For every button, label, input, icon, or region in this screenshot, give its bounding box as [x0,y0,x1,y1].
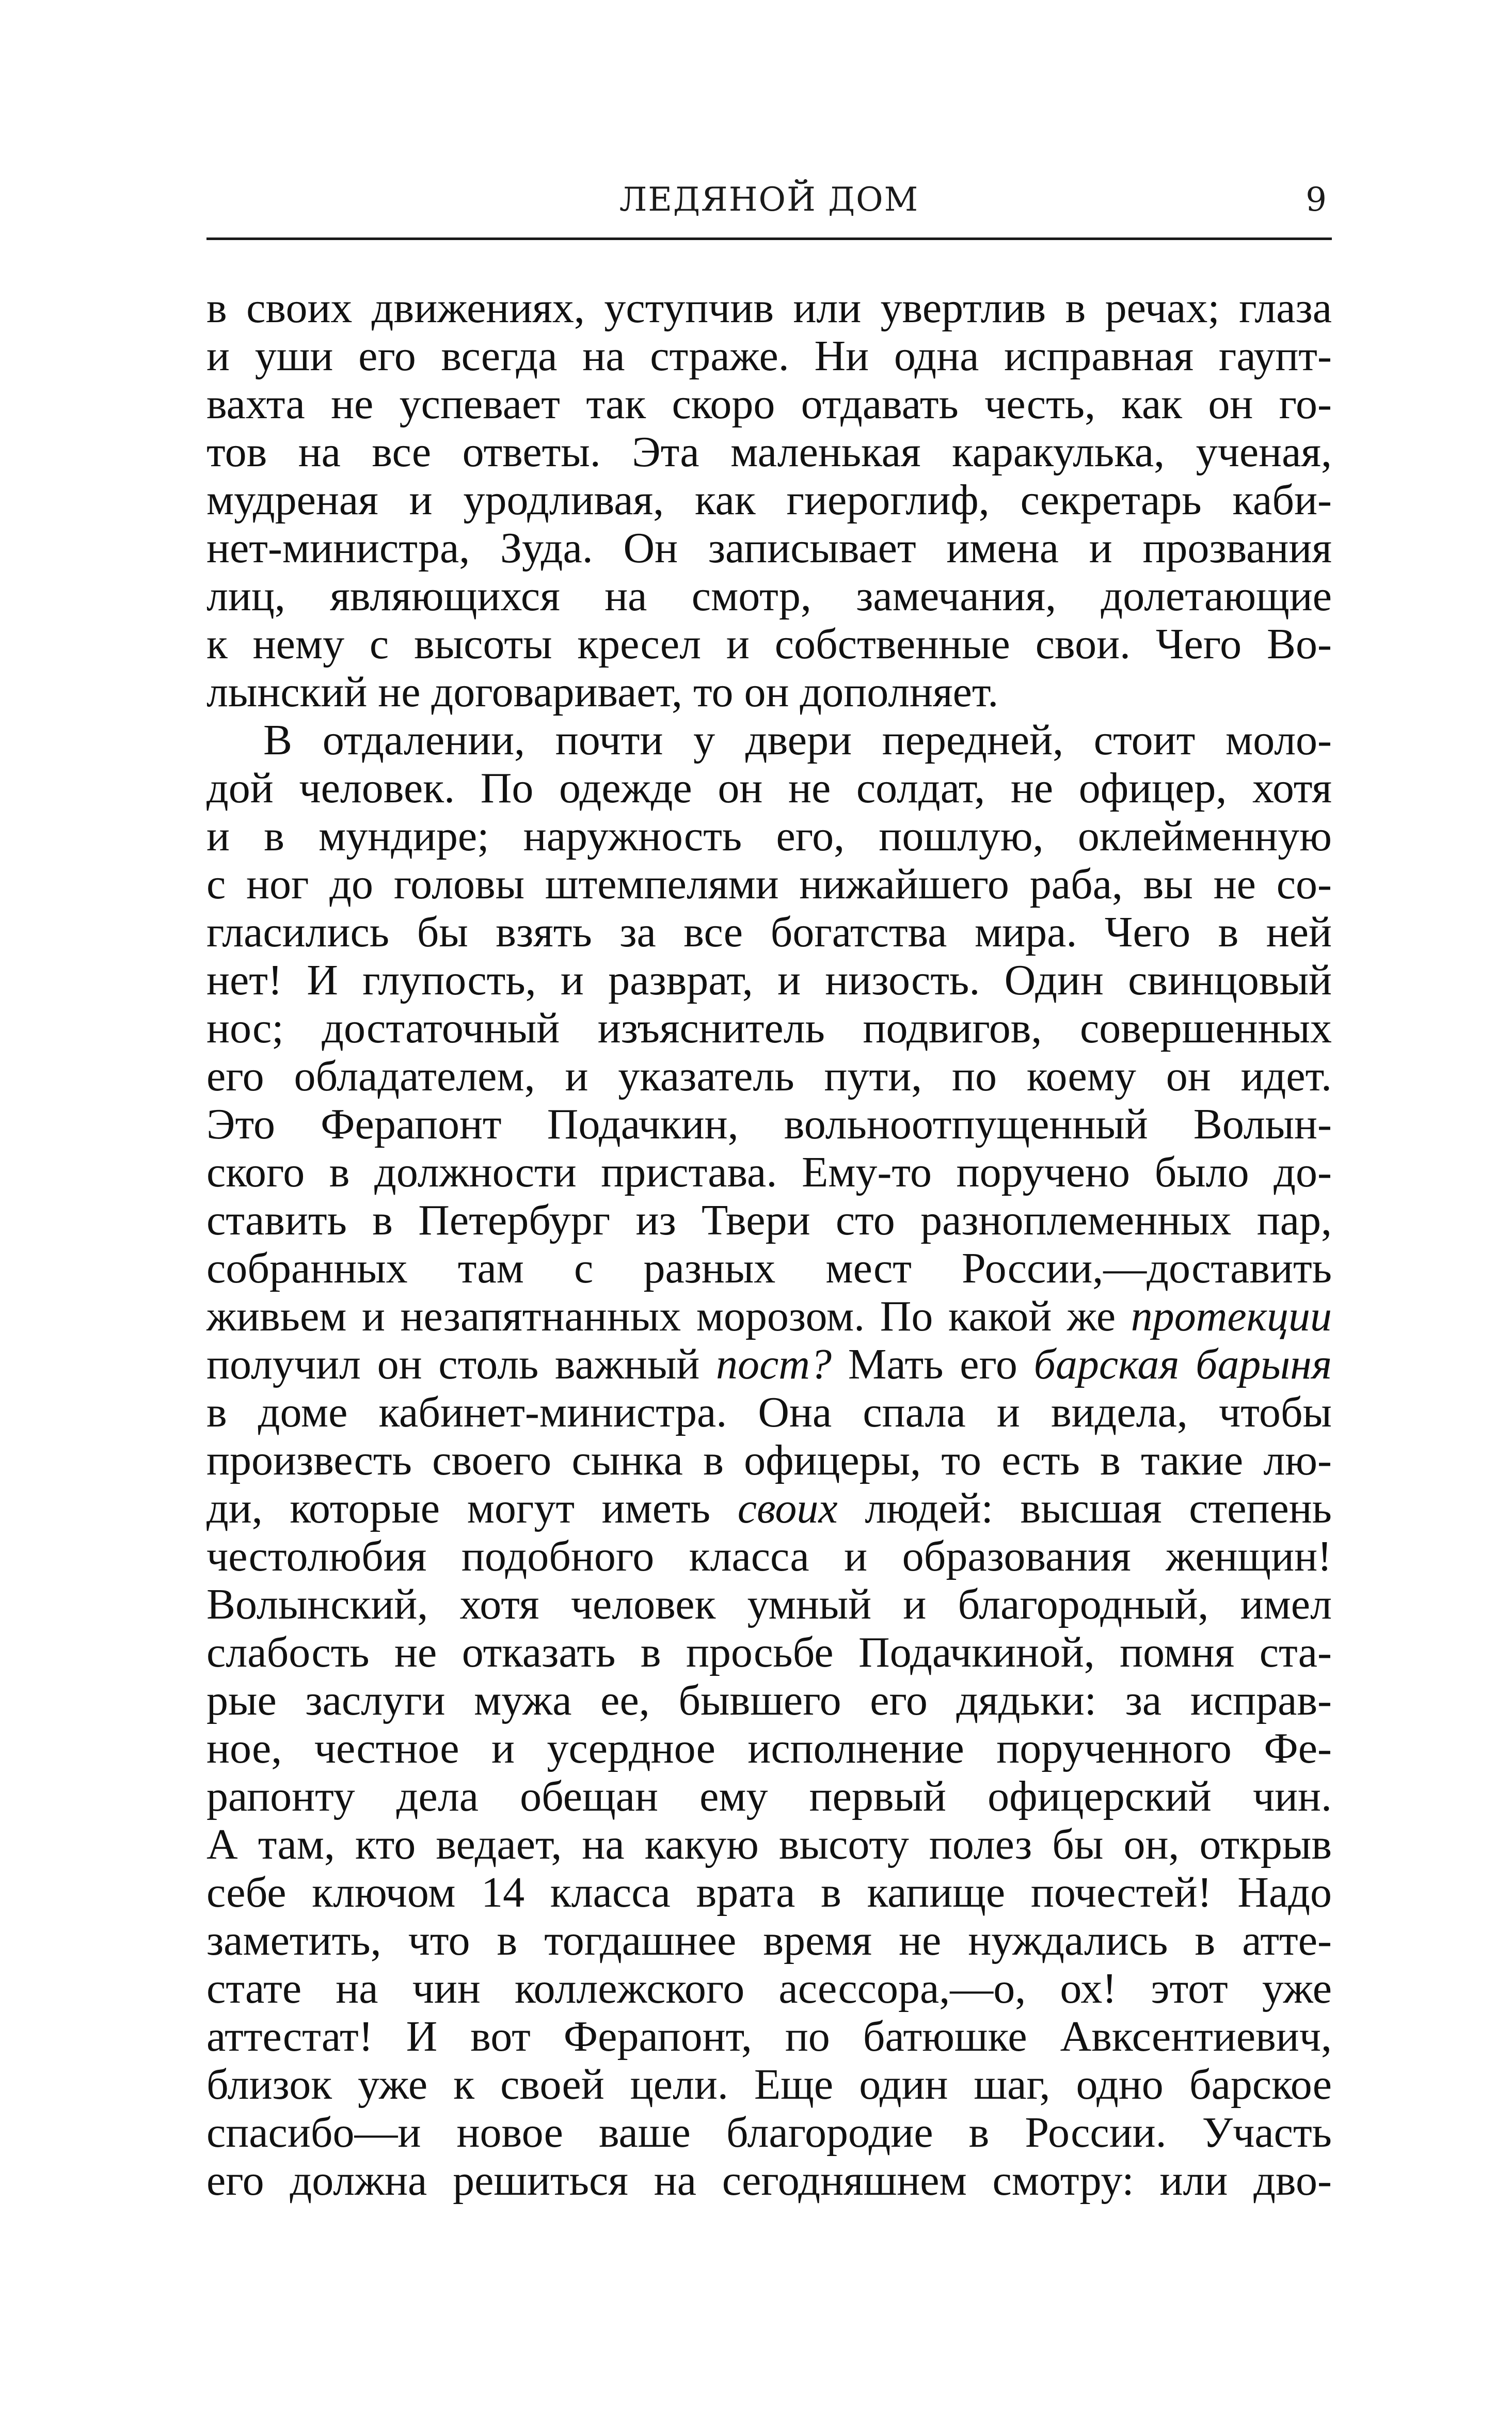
text-line: лынский не договаривает, то он дополняет. [206,668,999,716]
paragraph [206,716,1332,2205]
text-line: заметить, что в тогдашнее время не нуждались в атте- [206,1916,1332,1964]
text-line [206,1484,1332,1532]
text-line: спасибо—и новое ваше благородие в России. Участь [206,2109,1332,2157]
page-number: 9 [1306,181,1327,219]
text-line: близок уже к своей цели. Еще один шаг, одно барское [206,2061,1332,2109]
text-line: нет! И глупость, и разврат, и низость. Один свинцовый [206,956,1332,1004]
text-line: ставить в Петербург из Твери сто разноплеменных пар, [206,1196,1332,1244]
text-line: и в мундире; наружность его, пошлую, оклейменную [206,812,1332,860]
text-line: мудреная и уродливая, как гиероглиф, секретарь каби- [206,476,1332,524]
text-span: ди, которые могут иметь [206,1484,738,1532]
text-line: ное, честное и усердное исполнение порученного Фе- [206,1724,1332,1772]
text-span: Мать его [831,1340,1034,1388]
page-header [206,181,1332,240]
text-line: в своих движениях, уступчив или увертлив в речах; глаза [206,284,1332,332]
text-line: себе ключом 14 класса врата в капище почестей! Надо [206,1868,1332,1916]
italic-word: своих [737,1484,838,1532]
text-line: рые заслуги мужа ее, бывшего его дядьки: за исправ- [206,1676,1332,1724]
text-line: тов на все ответы. Эта маленькая каракулька, ученая, [206,428,1332,476]
running-title: ЛЕДЯНОЙ ДОМ [619,181,919,219]
italic-word: протекции [1131,1292,1332,1340]
text-span: живьем и незапятнанных морозом. По какой же [206,1292,1131,1340]
text-line: А там, кто ведает, на какую высоту полез бы он, открыв [206,1820,1332,1868]
italic-word: пост? [716,1340,832,1388]
body-text [206,284,1332,2205]
text-line: лиц, являющихся на смотр, замечания, долетающие [206,572,1332,620]
text-line: ского в должности пристава. Ему-то поручено было до- [206,1148,1332,1196]
text-line: с ног до головы штемпелями нижайшего раба, вы не со- [206,860,1332,908]
text-line: Волынский, хотя человек умный и благородный, имел [206,1580,1332,1628]
text-span: получил он столь важный [206,1340,716,1388]
text-line: аттестат! И вот Ферапонт, по батюшке Авксентиевич, [206,2012,1332,2061]
text-line: гласились бы взять за все богатства мира. Чего в ней [206,908,1332,956]
text-line: В отдалении, почти у двери передней, стоит моло- [263,716,1332,764]
text-line: к нему с высоты кресел и собственные свои. Чего Во- [206,620,1332,668]
text-line: нет-министра, Зуда. Он записывает имена и прозвания [206,524,1332,572]
text-line [206,1292,1332,1340]
text-span: людей: высшая степень [837,1484,1332,1532]
text-line: и уши его всегда на страже. Ни одна исправная гаупт- [206,332,1332,380]
text-line: дой человек. По одежде он не солдат, не офицер, хотя [206,764,1332,812]
text-line: собранных там с разных мест России,—доставить [206,1244,1332,1292]
text-line: его обладателем, и указатель пути, по коему он идет. [206,1052,1332,1100]
text-line [206,1340,1332,1388]
text-line: в доме кабинет-министра. Она спала и видела, чтобы [206,1388,1332,1436]
italic-word: барская барыня [1033,1340,1332,1388]
text-line: его должна решиться на сегодняшнем смотру: или дво- [206,2157,1332,2205]
text-line: Это Ферапонт Подачкин, вольноотпущенный Волын- [206,1100,1332,1148]
paragraph [206,284,1332,716]
text-line: честолюбия подобного класса и образования женщин! [206,1532,1332,1580]
text-line: слабость не отказать в просьбе Подачкиной, помня ста- [206,1628,1332,1676]
text-line: нос; достаточный изъяснитель подвигов, совершенных [206,1004,1332,1052]
text-line: рапонту дела обещан ему первый офицерский чин. [206,1772,1332,1820]
text-line: вахта не успевает так скоро отдавать честь, как он го- [206,380,1332,428]
text-line: произвесть своего сынка в офицеры, то есть в такие лю- [206,1436,1332,1484]
text-line: стате на чин коллежского асессора,—о, ох! этот уже [206,1964,1332,2012]
